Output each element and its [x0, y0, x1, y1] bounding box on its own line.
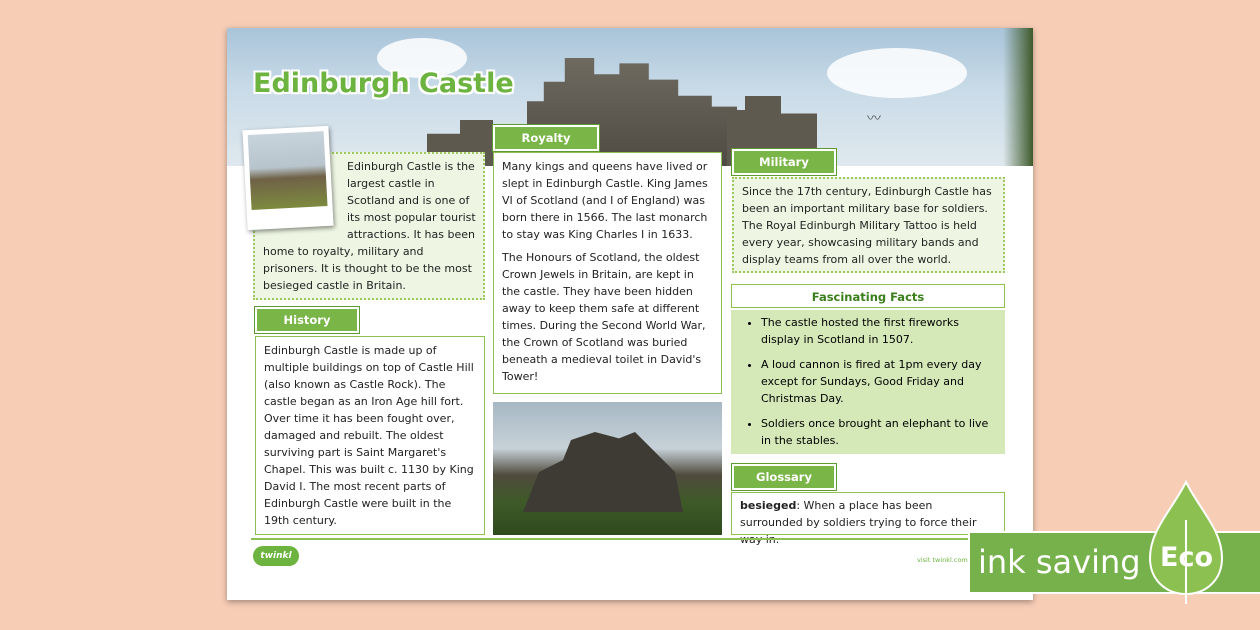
- facts-list: [741, 314, 995, 449]
- fact-item: • A loud cannon is fired at 1pm every day except for Sundays, Good Friday and Christmas Day.: [761, 356, 995, 407]
- castle-photo: [248, 131, 328, 210]
- cloud: [827, 48, 967, 98]
- military-label: Military: [732, 149, 836, 175]
- castle-rock-photo: [493, 402, 722, 535]
- military-box: [732, 177, 1005, 273]
- history-text: Edinburgh Castle is made up of multiple buildings on top of Castle Hill (also known as Castle Rock). The castle began as an Iron Age hill fort. Over time it has been fought over, damaged and rebuilt. The oldest surviving part is Saint Margaret's Chapel. This was built c. 1130 by King David I. The most recent parts of Edinburgh Castle were built in the 19th century.: [264, 344, 474, 527]
- castle-rock: [523, 432, 683, 512]
- royalty-para-1: Many kings and queens have lived or slept in Edinburgh Castle. King James VI of Scotland (and I of England) was born there in 1566. The last monarch to stay was King Charles I in 1633.: [502, 160, 708, 241]
- twinkl-logo: twinkl: [253, 546, 299, 566]
- facts-heading: Fascinating Facts: [731, 284, 1005, 308]
- glossary-definition: : When a place has been surrounded by soldiers trying to force their: [740, 499, 977, 529]
- royalty-box: [493, 152, 722, 394]
- visit-link[interactable]: visit twinkl.com: [917, 556, 968, 564]
- tree: [1003, 28, 1033, 166]
- castle-polaroid-photo: [242, 126, 333, 230]
- facts-box: [731, 310, 1005, 454]
- royalty-label: Royalty: [493, 125, 599, 151]
- military-text: Since the 17th century, Edinburgh Castle has been an important military base for soldiers. The Royal Edinburgh Military Tattoo is held every year, showcasing military bands and display teams from all over the world.: [742, 185, 992, 266]
- glossary-box: [731, 492, 1005, 535]
- ink-saving-text: ink saving: [978, 543, 1141, 581]
- glossary-label: Glossary: [732, 464, 836, 490]
- fact-item: • Soldiers once brought an elephant to live in the stables.: [761, 415, 995, 449]
- glossary-term: besieged: [740, 499, 797, 512]
- page-title: Edinburgh Castle: [253, 68, 514, 99]
- fact-sheet: [227, 28, 1033, 600]
- royalty-para-2: The Honours of Scotland, the oldest Crown Jewels in Britain, are kept in the castle. They have been hidden away to keep them safe at different times. During the Second World War, the Crown of Scotland was buried beneath a medieval toilet in David's Tower!: [502, 251, 706, 383]
- intro-text: Edinburgh Castle is the largest castle in Scotland and is one of its most popular tourist attractions. It has been home to royalty, military and prisoners. It is thought to be the most besieged castle in Britain.: [263, 160, 476, 292]
- eco-label: Eco: [1160, 542, 1213, 573]
- fact-item: • The castle hosted the first fireworks display in Scotland in 1507.: [761, 314, 995, 348]
- history-box: [255, 336, 485, 535]
- bird-icon: 〰: [867, 111, 881, 127]
- castle-banner-photo: [227, 28, 1033, 166]
- history-label: History: [255, 307, 359, 333]
- footer-divider: [251, 538, 1009, 540]
